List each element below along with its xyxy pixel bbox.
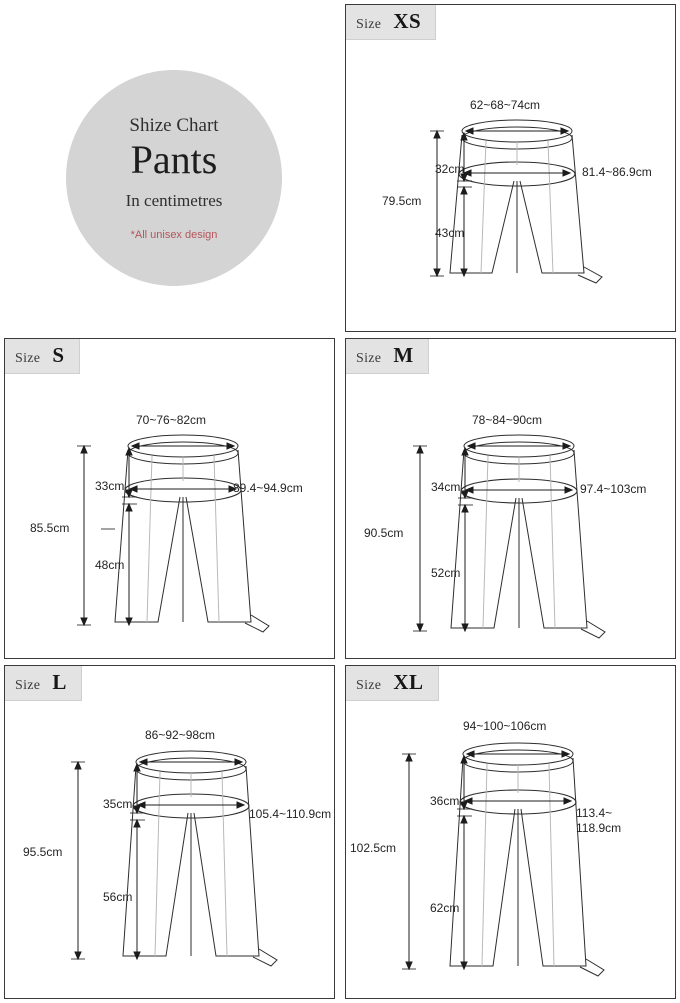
rise-label-l: 35cm	[103, 797, 133, 811]
hip-label-xl: 113.4~ 118.9cm	[576, 806, 622, 835]
inseam-label-m: 52cm	[431, 566, 461, 580]
size-label-word: Size	[15, 351, 41, 366]
total-length-label-s: 85.5cm	[30, 521, 70, 535]
unisex-note: *All unisex design	[130, 229, 218, 241]
rise-label-s: 33cm	[95, 479, 125, 493]
size-label-word: Size	[15, 678, 41, 693]
size-code-m: M	[393, 343, 414, 367]
size-code-xl: XL	[393, 670, 424, 694]
size-code-l: L	[52, 670, 67, 694]
rise-label-xs: 32cm	[435, 162, 465, 176]
chart-title-garment: Pants	[130, 137, 218, 182]
waist-label-xs: 62~68~74cm	[470, 98, 541, 112]
size-panel-l	[4, 665, 335, 999]
pants-diagram-s	[5, 339, 335, 659]
size-label-word: Size	[356, 678, 382, 693]
size-panel-xl	[345, 665, 676, 999]
total-length-label-xs: 79.5cm	[382, 194, 422, 208]
hip-label-xs: 81.4~86.9cm	[582, 165, 652, 179]
waist-label-m: 78~84~90cm	[472, 413, 543, 427]
inseam-label-l: 56cm	[103, 890, 133, 904]
hip-label-l: 105.4~110.9cm	[249, 807, 332, 821]
chart-title-line1: Shize Chart	[129, 115, 219, 136]
rise-label-m: 34cm	[431, 480, 461, 494]
size-panel-xs	[345, 4, 676, 332]
size-code-s: S	[52, 343, 65, 367]
total-length-label-l: 95.5cm	[23, 845, 63, 859]
inseam-label-xs: 43cm	[435, 226, 465, 240]
hip-label-s: 89.4~94.9cm	[233, 481, 303, 495]
waist-label-xl: 94~100~106cm	[463, 719, 547, 733]
waist-label-s: 70~76~82cm	[136, 413, 207, 427]
inseam-label-xl: 62cm	[430, 901, 460, 915]
title-circle	[66, 70, 282, 286]
size-label-word: Size	[356, 17, 382, 32]
rise-label-xl: 36cm	[430, 794, 460, 808]
total-length-label-m: 90.5cm	[364, 526, 404, 540]
size-panel-m	[345, 338, 676, 659]
chart-unit-note: In centimetres	[125, 191, 223, 210]
size-code-xs: XS	[393, 9, 422, 33]
total-length-label-xl: 102.5cm	[350, 841, 397, 855]
inseam-label-s: 48cm	[95, 558, 125, 572]
waist-label-l: 86~92~98cm	[145, 728, 216, 742]
pants-diagram-l	[5, 666, 335, 999]
pants-diagram-m	[346, 339, 676, 659]
size-panel-s	[4, 338, 335, 659]
title-cell	[4, 4, 335, 332]
hip-label-m: 97.4~103cm	[580, 482, 647, 496]
size-label-word: Size	[356, 351, 382, 366]
